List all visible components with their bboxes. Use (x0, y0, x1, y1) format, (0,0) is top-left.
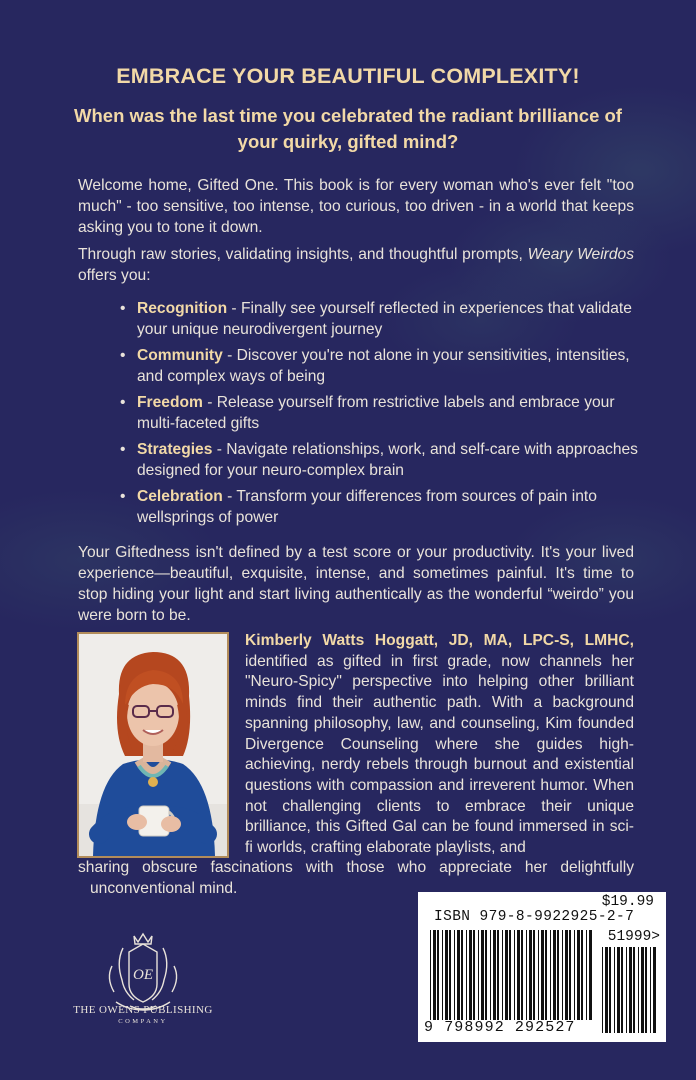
barcode-bar (526, 930, 527, 1020)
barcode-bar (605, 947, 608, 1033)
barcode-bar (514, 930, 515, 1020)
author-bio-line: unconventional mind. (90, 879, 238, 897)
barcode-bar (469, 930, 472, 1020)
list-item (120, 392, 640, 434)
barcode-bar (562, 930, 563, 1020)
list-item (120, 298, 640, 340)
barcode-bar (614, 947, 615, 1033)
benefit-text: - Finally see yourself reflected in experiences that validate your unique neurodivergent journey (137, 300, 632, 338)
barcode-bar (437, 930, 439, 1020)
author-photo (77, 632, 229, 858)
publisher-monogram: OE (133, 967, 153, 983)
subheadline: When was the last time you celebrated the radiant brilliance of your quirky, gifted mind? (74, 105, 622, 152)
barcode-bar (449, 930, 451, 1020)
price-label: $19.99 (601, 894, 654, 910)
author-portrait-image (79, 634, 227, 856)
barcode-bar (521, 930, 523, 1020)
barcode-bar (433, 930, 436, 1020)
benefit-text: - Transform your differences from sources of pain into wellsprings of power (137, 488, 597, 526)
barcode-bar (481, 930, 484, 1020)
intro-paragraph: Welcome home, Gifted One. This book is for every woman who's ever felt "too much" - too sensitive, too intense, too curious, too driven - in a world that keeps asking you to tone it down. (78, 177, 634, 236)
author-bio-line: sharing obscure fascinations with those who appreciate her delightfully (78, 859, 634, 876)
barcode-bar (629, 947, 632, 1033)
barcode-bar (454, 930, 455, 1020)
barcode-bar (557, 930, 559, 1020)
benefit-term: Celebration (137, 488, 223, 505)
barcode-bar (550, 930, 551, 1020)
author-bio (245, 631, 634, 859)
barcode-bar (445, 930, 448, 1020)
publisher-subtitle: COMPANY (118, 1018, 168, 1025)
barcode-bar (577, 930, 580, 1020)
bullet-icon: • (120, 300, 126, 317)
barcode-bar (602, 947, 603, 1033)
barcode-bar (457, 930, 460, 1020)
barcode-bar (538, 930, 539, 1020)
barcode-digits: 9 798992 292527 (424, 1019, 576, 1036)
barcode-bar (509, 930, 511, 1020)
benefit-term: Freedom (137, 394, 203, 411)
barcode-bar (581, 930, 583, 1020)
barcode-bar (626, 947, 627, 1033)
book-title: Weary Weirdos (527, 246, 635, 263)
closing-paragraph: Your Giftedness isn't defined by a test score or your productivity. It's your lived experience—beautiful, exquisite, intense, and sometimes painful. It's time to stop hiding your light and start living authentically as the wonderful “weirdo” you were born to be. (78, 544, 634, 624)
price-addon-code: 51999> (607, 929, 660, 945)
bullet-icon: • (120, 441, 126, 458)
barcode-bar (569, 930, 571, 1020)
barcode-bar (502, 930, 503, 1020)
barcode-bar (589, 930, 592, 1020)
barcode-bar (574, 930, 575, 1020)
barcode-bar (466, 930, 467, 1020)
barcode-bar (545, 930, 547, 1020)
list-item (120, 345, 640, 387)
barcode-bar (653, 947, 656, 1033)
barcode-bar (586, 930, 587, 1020)
barcode-bar (493, 930, 496, 1020)
benefit-term: Community (137, 347, 223, 364)
offer-paragraph (78, 244, 634, 286)
benefit-text: - Navigate relationships, work, and self-care with approaches designed for your neuro-complex brain (137, 441, 638, 479)
isbn-label: ISBN 979-8-9922925-2-7 (434, 909, 635, 925)
benefit-term: Recognition (137, 300, 228, 317)
barcode-bar (650, 947, 651, 1033)
barcode-bar (541, 930, 544, 1020)
benefit-text: - Discover you're not alone in your sensitivities, intensities, and complex ways of being (137, 347, 630, 385)
barcode-bar (621, 947, 623, 1033)
barcode-bar (497, 930, 499, 1020)
barcode-bar (617, 947, 620, 1033)
isbn-barcode (418, 892, 666, 1042)
barcode-bar (490, 930, 491, 1020)
offer-tail-text: offers you: (78, 267, 151, 284)
author-bio-text: identified as gifted in first grade, now channels her "Neuro-Spicy" perspective into helping other brilliant minds find their authentic path. With a background spanning philosophy, law, and counseling, Kim founded Divergence Counseling where she guides high-achieving, nerdy rebels through burnout and existential questions with compassion and irreverent humor. When not challenging clients to embrace their unique brilliance, this Gifted Gal can be found immersed in sci-fi worlds, crafting elaborate playlists, and (245, 652, 634, 857)
barcode-bar (442, 930, 443, 1020)
barcode-bar (430, 930, 431, 1020)
barcode-bar (533, 930, 535, 1020)
barcode-bar (633, 947, 635, 1033)
barcode-bar (638, 947, 639, 1033)
list-item (120, 439, 640, 481)
barcode-bar (517, 930, 520, 1020)
bullet-icon: • (120, 347, 126, 364)
headline: EMBRACE YOUR BEAUTIFUL COMPLEXITY! (116, 64, 580, 88)
benefit-text: - Release yourself from restrictive labels and embrace your multi-faceted gifts (137, 394, 615, 432)
barcode-bar (529, 930, 532, 1020)
bullet-icon: • (120, 394, 126, 411)
publisher-name: THE OWENS PUBLISHING (73, 1004, 213, 1016)
offer-lead-text: Through raw stories, validating insights, and thoughtful prompts, (78, 246, 523, 263)
barcode-bar (565, 930, 568, 1020)
list-item (120, 486, 640, 528)
barcode-bar (485, 930, 487, 1020)
author-name: Kimberly Watts Hoggatt, JD, MA, LPC-S, LMHC, (245, 632, 634, 649)
barcode-bar (645, 947, 647, 1033)
benefit-term: Strategies (137, 441, 213, 458)
barcode-bar (473, 930, 475, 1020)
barcode-bar (461, 930, 463, 1020)
barcode-bar (505, 930, 508, 1020)
barcode-bar (609, 947, 611, 1033)
barcode-bar (478, 930, 479, 1020)
barcode-bar (553, 930, 556, 1020)
barcode-bar (641, 947, 644, 1033)
benefits-list (120, 298, 640, 533)
bullet-icon: • (120, 488, 126, 505)
